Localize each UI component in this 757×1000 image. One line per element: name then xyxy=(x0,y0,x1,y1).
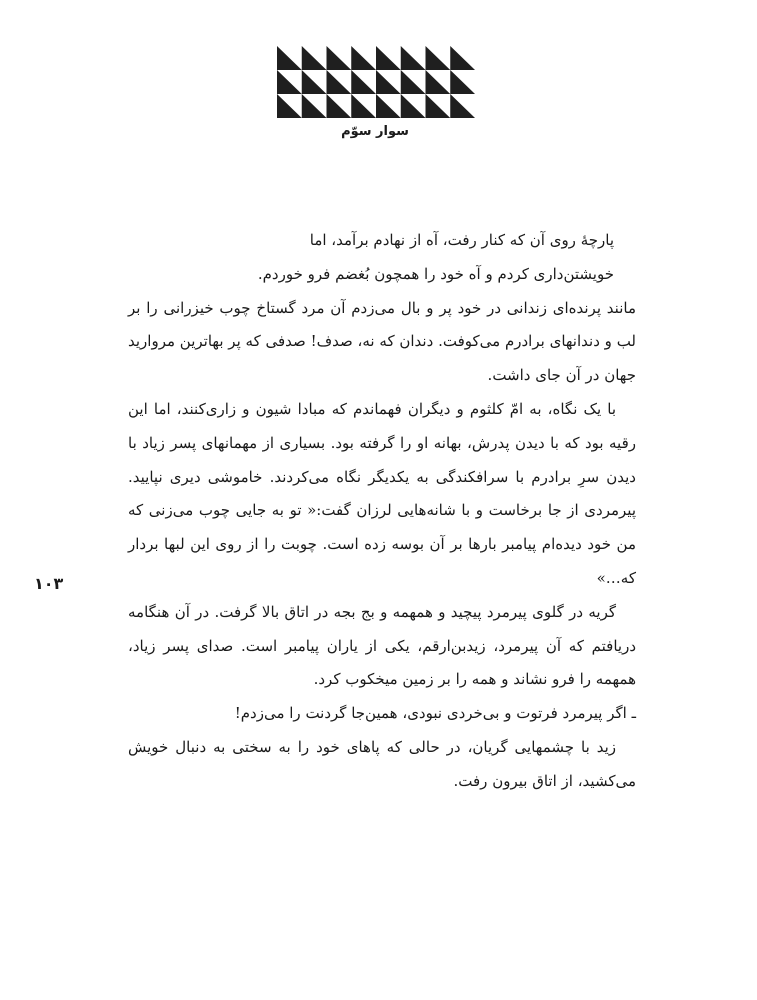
triangle-pattern-icon xyxy=(277,46,475,118)
section-title: سوار سوّم xyxy=(341,124,409,139)
paragraph: ـ اگر پیرمرد فرتوت و بی‌خردی نبودی، همین‌جا گردنت را می‌زدم! xyxy=(234,704,636,723)
body-text xyxy=(128,224,636,799)
paragraph: گریه در گلوی پیرمرد پیچید و همهمه و بج بجه در اتاق بالا گرفت. در آن هنگامه دریافتم که آن پیرمرد، زیدبن‌ارقم، یکی از یاران پیامبر است. صدای پسر زیاد، همهمه را فرو نشاند و همه را بر زمین میخکوب کرد. xyxy=(128,602,636,689)
page-number: ۱۰۳ xyxy=(34,574,64,593)
poem-line: خویشتن‌داری کردم و آه خود را همچون بُغضم فرو خوردم. xyxy=(257,264,614,283)
paragraph: مانند پرنده‌ای زندانی در خود پر و بال می‌زدم آن مرد گستاخ چوب خیزرانی را بر لب و دندانهای برادرم می‌کوفت. دندان که نه، صدف! صدفی که پر بهاترین مروارید جهان در آن جای داشت. xyxy=(128,298,636,385)
poem-line: پارچهٔ روی آن که کنار رفت، آه از نهادم برآمد، اما xyxy=(309,231,614,249)
paragraph: زید با چشمهایی گریان، در حالی که پاهای خود را به سختی به دنبال خویش می‌کشید، از اتاق بیرون رفت. xyxy=(128,737,636,790)
paragraph: با یک نگاه، به امّ کلثوم و دیگران فهماندم که مبادا شیون و زاری‌کنند، اما این رقیه بود که با دیدن پدرش، بهانه او را گرفته بود. بسیاری از مهمانهای پسر زیاد با دیدن سرِ برادرم با سرافکندگی به یکدیگر نگاه می‌کردند. خاموشی دیری نپایید. پیرمردی از جا برخاست و با شانه‌هایی لرزان گفت:« تو به جایی چوب می‌زنی که من خود دیده‌ام پیامبر بارها بر آن بوسه زده است. چوبت را از روی این لبها بردار که…» xyxy=(128,399,636,587)
